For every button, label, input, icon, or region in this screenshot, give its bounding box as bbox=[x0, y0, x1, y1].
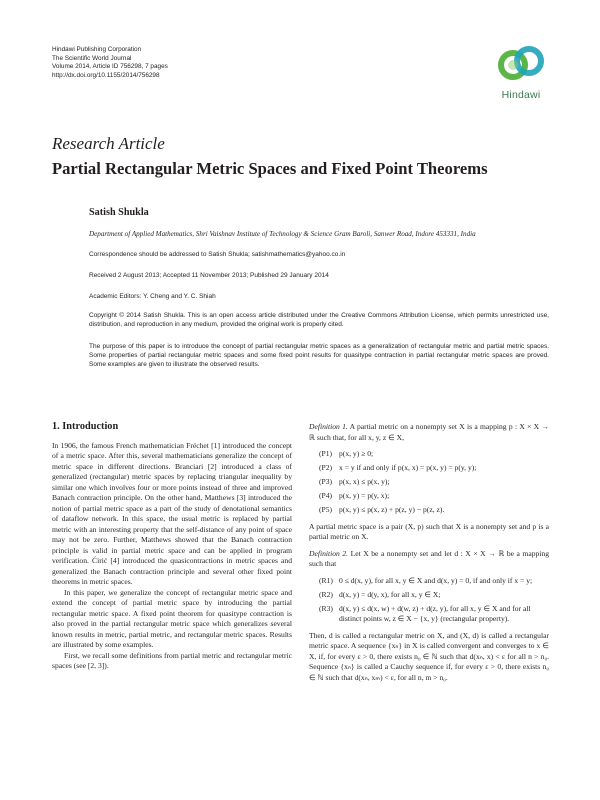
property-item: (P1) p(x, y) ≥ 0; bbox=[319, 449, 374, 458]
definition-1-text: A partial metric on a nonempty set X is a mapping p : X × X → ℝ such that, for all x, y, z ∈ X, bbox=[309, 422, 550, 442]
property-item: (P3) p(x, x) ≤ p(x, y); bbox=[319, 477, 390, 486]
property-item: (P5) p(x, y) ≤ p(x, z) + p(z, y) − p(z, z). bbox=[319, 505, 445, 514]
author-name: Satish Shukla bbox=[89, 207, 149, 218]
property-item: (P2) x = y if and only if p(x, x) = p(x, y) = p(y, y); bbox=[319, 463, 477, 472]
definition-1 bbox=[309, 422, 549, 443]
hindawi-logo-icon bbox=[493, 41, 549, 87]
intro-paragraph-1: In 1906, the famous French mathematician Fréchet [1] introduced the concept of a metric space. After this, several mathematicians generalize the concept of metric space in different directions. Branciari [2] introduced a class of generalized (rectangular) metric spaces by replacing triangular inequality by similar one which involves four or more points instead of three and improved Banach contraction principle. On the other hand, Matthews [3] introduced the notion of partial metric space as a part of the study of denotational semantics of dataflow network. In this space, the usual metric is replaced by partial metric with an interesting property that the self-distance of any point of space may not be zero. Further, Matthews showed that the Banach contraction principle is valid in partial metric space and can be applied in program verification. Ćirić [4] introduced the quasicontractions in metric spaces and generalized the Banach contraction principle and several other fixed point theorems in metric spaces. bbox=[52, 440, 292, 586]
definition-2-conclusion: Then, d is called a rectangular metric on X, and (X, d) is called a rectangular metric space. A sequence {xₙ} in X is called convergent and converges to x ∈ X, if, for every ε > 0, there exists n₀ ∈ ℕ such that d(xₙ, x) < ε for all n > n₀. Sequence {xₙ} is called a Cauchy sequence if, for every ε > 0, there exists n₀ ∈ ℕ such that d(xₙ, xₘ) < ε, for all n, m > n₀. bbox=[309, 630, 549, 682]
volume-info: Volume 2014, Article ID 756298, 7 pages bbox=[52, 63, 168, 71]
abstract: The purpose of this paper is to introduce the concept of partial rectangular metric spaces as a generalization of rectangular metric and partial metric spaces. Some properties of partial rectangular metric spaces and some fixed point results for quasitype contraction in partial rectangular metric spaces are proved. Some examples are given to illustrate the observed results. bbox=[89, 343, 549, 368]
doi-link[interactable]: http://dx.doi.org/10.1155/2014/756298 bbox=[52, 71, 160, 79]
definition-2 bbox=[309, 549, 549, 570]
affiliation: Department of Applied Mathematics, Shri Vaishnav Institute of Technology & Science Gram Baroli, Sanwer Road, Indore 453331, India bbox=[89, 230, 476, 238]
hindawi-logo bbox=[493, 41, 549, 103]
journal-info bbox=[52, 46, 168, 80]
definition-1-properties bbox=[319, 449, 549, 516]
definition-2-properties bbox=[319, 576, 549, 625]
section-heading: 1. Introduction bbox=[52, 421, 119, 432]
publisher-name: Hindawi Publishing Corporation bbox=[52, 46, 142, 53]
intro-paragraph-2: In this paper, we generalize the concept of rectangular metric space and extend the concept of partial metric space by introducing the partial rectangular metric space. A fixed point theorem for quasitype contraction is also proved in the partial rectangular metric space which generalizes several known results in metric, partial metric, and rectangular metric spaces. Results are illustrated by some examples. bbox=[52, 587, 292, 649]
publication-dates: Received 2 August 2013; Accepted 11 November 2013; Published 29 January 2014 bbox=[89, 272, 329, 279]
logo-text: Hindawi bbox=[501, 89, 541, 101]
property-item: (P4) p(x, y) = p(y, x); bbox=[319, 491, 390, 500]
definition-2-text: Let X be a nonempty set and let d : X × X → ℝ be a mapping such that bbox=[309, 548, 550, 568]
property-item: (R1) 0 ≤ d(x, y), for all x, y ∈ X and d(x, y) = 0, if and only if x = y; bbox=[319, 575, 533, 585]
copyright-notice: Copyright © 2014 Satish Shukla. This is an open access article distributed under the Creative Commons Attribution License, which permits unrestricted use, distribution, and reproduction in any medium, provided the original work is properly cited. bbox=[89, 312, 549, 328]
journal-name: The Scientific World Journal bbox=[52, 54, 132, 62]
definition-2-label: Definition 2. bbox=[309, 548, 349, 558]
definition-1-label: Definition 1. bbox=[309, 422, 348, 431]
article-type: Research Article bbox=[52, 134, 165, 153]
right-column bbox=[309, 422, 549, 689]
paper-title: Partial Rectangular Metric Spaces and Fixed Point Theorems bbox=[52, 159, 488, 178]
left-column bbox=[52, 422, 292, 672]
property-item: (R3) d(x, y) ≤ d(x, w) + d(w, z) + d(z, y), for all x, y ∈ X and for all distinct points w, z ∈ X − {x, y} (rectangular property). bbox=[319, 603, 531, 623]
academic-editors: Academic Editors: Y. Cheng and Y. C. Shiah bbox=[89, 293, 216, 300]
correspondence: Correspondence should be addressed to Satish Shukla; satishmathematics@yahoo.co.in bbox=[89, 251, 346, 258]
property-item: (R2) d(x, y) = d(y, x), for all x, y ∈ X; bbox=[319, 589, 441, 599]
definition-1-conclusion: A partial metric space is a pair (X, p) such that X is a nonempty set and p is a partial metric on X. bbox=[309, 521, 549, 541]
intro-paragraph-3: First, we recall some definitions from partial metric and rectangular metric spaces (see [2, 3]). bbox=[52, 650, 292, 670]
